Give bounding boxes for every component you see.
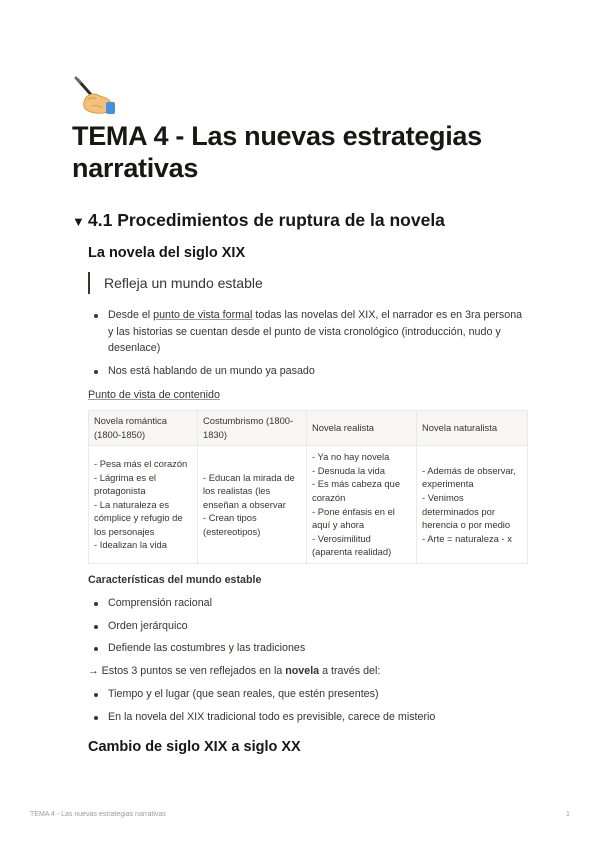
comparison-table <box>88 410 528 564</box>
table-cell: - Pesa más el corazón - Lágrima es el protagonista - La naturaleza es cómplice y refugio de los personajes - Idealizan la vida <box>89 446 198 564</box>
table-row <box>89 446 528 564</box>
table-cell: - Ya no hay novela - Desnuda la vida - Es más cabeza que corazón - Pone énfasis en el aquí y ahora - Verosimilitud (aparenta realidad) <box>307 446 417 564</box>
list-item: Orden jerárquico <box>88 618 528 635</box>
arrow-note: → Estos 3 puntos se ven reflejados en la novela a través del: <box>88 665 381 677</box>
table-header-row <box>89 411 528 446</box>
subheading-cambio-de-siglo: Cambio de siglo XIX a siglo XX <box>88 739 301 755</box>
bullet-dot <box>94 370 98 374</box>
table-header-cell: Costumbrismo (1800-1830) <box>198 411 307 446</box>
toggle-triangle-icon[interactable]: ▼ <box>72 214 85 229</box>
characteristics-heading: Características del mundo estable <box>88 574 262 586</box>
subheading-novela-xix: La novela del siglo XIX <box>88 245 246 261</box>
page-title: TEMA 4 - Las nuevas estrategias narrativas <box>72 121 482 183</box>
section-toggle-heading[interactable] <box>72 208 445 234</box>
bullet-dot <box>94 314 98 318</box>
writing-hand-icon <box>72 76 116 116</box>
bullet-dot <box>94 693 98 697</box>
table-cell: - Educan la mirada de los realistas (les enseñan a observar - Crean tipos (estereotipos) <box>198 446 307 564</box>
bullet-list-2 <box>88 595 528 657</box>
bullet-dot <box>94 602 98 606</box>
footer-title: TEMA 4 - Las nuevas estrategias narrativas <box>30 811 166 818</box>
bullet-dot <box>94 625 98 629</box>
list-item: Defiende las costumbres y las tradiciones <box>88 640 528 657</box>
list-item: Desde el punto de vista formal todas las novelas del XIX, el narrador es en 3ra persona y las historias se cuentan desde el punto de vista cronológico (introducción, nudo y desenlace) <box>88 307 528 357</box>
table-header-cell: Novela romántica (1800-1850) <box>89 411 198 446</box>
bullet-list-1 <box>88 307 528 379</box>
bold-word-novela: novela <box>285 665 320 677</box>
bullet-list-3 <box>88 686 528 725</box>
footer-page-number: 1 <box>566 811 570 818</box>
list-item: Tiempo y el lugar (que sean reales, que estén presentes) <box>88 686 528 703</box>
quote-block: Refleja un mundo estable <box>88 272 263 294</box>
bullet-dot <box>94 716 98 720</box>
table-header-cell: Novela naturalista <box>417 411 528 446</box>
table-header-cell: Novela realista <box>307 411 417 446</box>
bullet-dot <box>94 647 98 651</box>
underlined-label: Punto de vista de contenido <box>88 389 220 401</box>
section-heading-text: 4.1 Procedimientos de ruptura de la novela <box>88 210 445 230</box>
table-cell: - Además de observar, experimenta - Venimos determinados por herencia o por medio - Arte = naturaleza - x <box>417 446 528 564</box>
list-item: Comprensión racional <box>88 595 528 612</box>
list-item: Nos está hablando de un mundo ya pasado <box>88 363 528 380</box>
list-item: En la novela del XIX tradicional todo es previsible, carece de misterio <box>88 709 528 726</box>
link-punto-de-vista-formal[interactable]: punto de vista formal <box>153 309 253 321</box>
